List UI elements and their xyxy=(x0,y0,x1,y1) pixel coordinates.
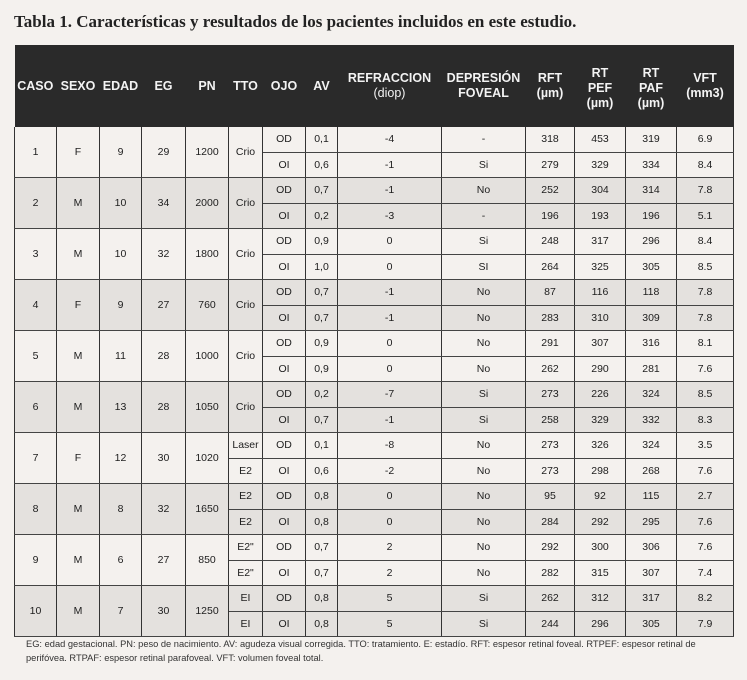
cell-ojo: OI xyxy=(263,305,306,331)
table-row xyxy=(15,484,734,510)
cell-rtpaf: 115 xyxy=(626,484,677,510)
cell-pn: 1200 xyxy=(186,127,229,178)
cell-ojo: OD xyxy=(263,127,306,152)
cell-eg: 27 xyxy=(142,280,186,331)
table-row xyxy=(15,280,734,306)
cell-dep: No xyxy=(442,280,526,306)
cell-ojo: OI xyxy=(263,611,306,637)
patients-table xyxy=(14,45,734,637)
cell-rft: 273 xyxy=(526,382,575,408)
cell-ref: -1 xyxy=(338,178,442,204)
cell-rft: 273 xyxy=(526,433,575,459)
cell-rtpef: 453 xyxy=(575,127,626,152)
cell-rtpef: 296 xyxy=(575,611,626,637)
cell-rtpef: 226 xyxy=(575,382,626,408)
header-tto: TTO xyxy=(229,45,263,127)
cell-av: 0,9 xyxy=(306,331,338,357)
cell-rft: 262 xyxy=(526,356,575,382)
cell-dep: No xyxy=(442,178,526,204)
cell-eg: 32 xyxy=(142,484,186,535)
cell-rtpaf: 324 xyxy=(626,382,677,408)
cell-vft: 5.1 xyxy=(677,203,734,229)
cell-ojo: OD xyxy=(263,331,306,357)
cell-av: 0,9 xyxy=(306,356,338,382)
cell-av: 0,6 xyxy=(306,152,338,178)
cell-rtpaf: 317 xyxy=(626,586,677,612)
cell-ref: 0 xyxy=(338,356,442,382)
header-pn: PN xyxy=(186,45,229,127)
cell-rtpef: 298 xyxy=(575,458,626,484)
header-rft-unit: (µm) xyxy=(536,86,564,100)
header-rtpef-2: PEF xyxy=(587,80,613,95)
header-depresion xyxy=(442,45,526,127)
cell-rft: 273 xyxy=(526,458,575,484)
cell-rtpef: 315 xyxy=(575,560,626,586)
cell-dep: Si xyxy=(442,152,526,178)
cell-rtpef: 116 xyxy=(575,280,626,306)
cell-av: 0,8 xyxy=(306,611,338,637)
cell-ref: -1 xyxy=(338,152,442,178)
cell-rtpaf: 118 xyxy=(626,280,677,306)
cell-rtpef: 329 xyxy=(575,152,626,178)
cell-ojo: OI xyxy=(263,254,306,280)
cell-rft: 291 xyxy=(526,331,575,357)
cell-ojo: OD xyxy=(263,535,306,561)
table-row xyxy=(15,382,734,408)
cell-edad: 9 xyxy=(100,127,142,178)
cell-rft: 292 xyxy=(526,535,575,561)
cell-vft: 8.4 xyxy=(677,152,734,178)
cell-ref: 5 xyxy=(338,586,442,612)
cell-rtpaf: 319 xyxy=(626,127,677,152)
cell-vft: 7.9 xyxy=(677,611,734,637)
cell-dep: No xyxy=(442,535,526,561)
cell-vft: 8.5 xyxy=(677,382,734,408)
cell-eg: 34 xyxy=(142,178,186,229)
cell-rtpaf: 268 xyxy=(626,458,677,484)
cell-edad: 7 xyxy=(100,586,142,637)
cell-rtpef: 329 xyxy=(575,407,626,433)
cell-rtpef: 193 xyxy=(575,203,626,229)
cell-tto: E2 xyxy=(229,458,263,484)
cell-ojo: OD xyxy=(263,229,306,255)
cell-rtpef: 317 xyxy=(575,229,626,255)
cell-caso: 8 xyxy=(15,484,57,535)
cell-dep: No xyxy=(442,331,526,357)
cell-sexo: M xyxy=(57,382,100,433)
header-rtpef-unit: (µm) xyxy=(586,95,614,110)
cell-ref: 0 xyxy=(338,331,442,357)
cell-eg: 32 xyxy=(142,229,186,280)
header-refraccion-unit: (diop) xyxy=(373,86,406,100)
cell-vft: 7.8 xyxy=(677,280,734,306)
cell-caso: 9 xyxy=(15,535,57,586)
cell-vft: 8.5 xyxy=(677,254,734,280)
cell-rtpaf: 332 xyxy=(626,407,677,433)
cell-pn: 1800 xyxy=(186,229,229,280)
cell-ref: -1 xyxy=(338,407,442,433)
cell-caso: 10 xyxy=(15,586,57,637)
cell-av: 0,7 xyxy=(306,305,338,331)
cell-tto: Crio xyxy=(229,331,263,382)
cell-vft: 8.1 xyxy=(677,331,734,357)
cell-rft: 318 xyxy=(526,127,575,152)
cell-ref: -1 xyxy=(338,280,442,306)
cell-pn: 1650 xyxy=(186,484,229,535)
footnote: EG: edad gestacional. PN: peso de nacimiento. AV: agudeza visual corregida. TTO: tratamiento. E: estadío. RFT: espesor retinal foveal. RTPEF: espesor retinal de perifóvea. RTPAF: espesor retinal parafoveal. VFT: volumen foveal total. xyxy=(26,639,696,663)
cell-vft: 8.4 xyxy=(677,229,734,255)
cell-dep: SI xyxy=(442,254,526,280)
cell-av: 0,2 xyxy=(306,382,338,408)
cell-caso: 1 xyxy=(15,127,57,178)
table-row xyxy=(15,127,734,152)
cell-edad: 9 xyxy=(100,280,142,331)
cell-rft: 95 xyxy=(526,484,575,510)
cell-rtpaf: 296 xyxy=(626,229,677,255)
cell-eg: 28 xyxy=(142,331,186,382)
header-rft-label: RFT xyxy=(537,71,563,85)
header-edad: EDAD xyxy=(100,45,142,127)
cell-ojo: OD xyxy=(263,280,306,306)
header-av: AV xyxy=(306,45,338,127)
table-body xyxy=(15,127,734,637)
cell-ref: -1 xyxy=(338,305,442,331)
table-row xyxy=(15,586,734,612)
cell-rtpaf: 309 xyxy=(626,305,677,331)
cell-dep: Si xyxy=(442,229,526,255)
cell-eg: 28 xyxy=(142,382,186,433)
cell-pn: 1050 xyxy=(186,382,229,433)
cell-rft: 279 xyxy=(526,152,575,178)
cell-sexo: M xyxy=(57,331,100,382)
cell-vft: 7.6 xyxy=(677,458,734,484)
header-rtpef xyxy=(575,45,626,127)
cell-rtpaf: 305 xyxy=(626,611,677,637)
cell-caso: 2 xyxy=(15,178,57,229)
header-sexo: SEXO xyxy=(57,45,100,127)
cell-sexo: M xyxy=(57,484,100,535)
cell-ojo: OI xyxy=(263,356,306,382)
header-vft-unit: (mm3) xyxy=(686,86,724,100)
cell-av: 0,1 xyxy=(306,127,338,152)
cell-av: 1,0 xyxy=(306,254,338,280)
cell-eg: 30 xyxy=(142,586,186,637)
header-rft xyxy=(526,45,575,127)
cell-ref: 0 xyxy=(338,484,442,510)
cell-rtpef: 92 xyxy=(575,484,626,510)
cell-av: 0,8 xyxy=(306,484,338,510)
cell-sexo: F xyxy=(57,280,100,331)
cell-dep: Si xyxy=(442,611,526,637)
cell-av: 0,1 xyxy=(306,433,338,459)
cell-av: 0,8 xyxy=(306,509,338,535)
cell-dep: No xyxy=(442,560,526,586)
cell-ref: -7 xyxy=(338,382,442,408)
header-vft xyxy=(677,45,734,127)
cell-tto: EI xyxy=(229,586,263,612)
cell-rtpaf: 306 xyxy=(626,535,677,561)
table-row xyxy=(15,229,734,255)
cell-dep: Si xyxy=(442,586,526,612)
header-depresion-label: DEPRESIÓN xyxy=(446,71,521,85)
cell-ref: -3 xyxy=(338,203,442,229)
cell-ojo: OI xyxy=(263,152,306,178)
cell-ojo: OD xyxy=(263,484,306,510)
cell-caso: 3 xyxy=(15,229,57,280)
cell-dep: No xyxy=(442,433,526,459)
cell-rtpaf: 314 xyxy=(626,178,677,204)
cell-tto: E2 xyxy=(229,484,263,510)
cell-eg: 29 xyxy=(142,127,186,178)
cell-rft: 248 xyxy=(526,229,575,255)
cell-vft: 3.5 xyxy=(677,433,734,459)
cell-sexo: M xyxy=(57,535,100,586)
cell-edad: 13 xyxy=(100,382,142,433)
cell-ojo: OD xyxy=(263,586,306,612)
cell-av: 0,7 xyxy=(306,280,338,306)
header-row xyxy=(15,45,734,127)
cell-rtpaf: 196 xyxy=(626,203,677,229)
cell-av: 0,7 xyxy=(306,178,338,204)
cell-dep: No xyxy=(442,356,526,382)
header-rtpef-1: RT xyxy=(591,65,609,80)
cell-vft: 7.6 xyxy=(677,535,734,561)
cell-ojo: OD xyxy=(263,178,306,204)
cell-tto: EI xyxy=(229,611,263,637)
cell-rft: 244 xyxy=(526,611,575,637)
cell-av: 0,7 xyxy=(306,535,338,561)
cell-ref: 2 xyxy=(338,535,442,561)
cell-caso: 7 xyxy=(15,433,57,484)
cell-eg: 30 xyxy=(142,433,186,484)
cell-av: 0,8 xyxy=(306,586,338,612)
cell-rtpef: 290 xyxy=(575,356,626,382)
cell-edad: 12 xyxy=(100,433,142,484)
cell-pn: 760 xyxy=(186,280,229,331)
table-row xyxy=(15,433,734,459)
cell-eg: 27 xyxy=(142,535,186,586)
cell-sexo: M xyxy=(57,178,100,229)
cell-dep: No xyxy=(442,458,526,484)
cell-av: 0,6 xyxy=(306,458,338,484)
cell-edad: 8 xyxy=(100,484,142,535)
cell-sexo: M xyxy=(57,586,100,637)
header-caso: CASO xyxy=(15,45,57,127)
cell-ref: 5 xyxy=(338,611,442,637)
cell-ref: 0 xyxy=(338,229,442,255)
cell-vft: 7.8 xyxy=(677,305,734,331)
cell-edad: 10 xyxy=(100,229,142,280)
cell-sexo: F xyxy=(57,433,100,484)
cell-tto: E2" xyxy=(229,535,263,561)
header-rtpaf-2: PAF xyxy=(638,80,664,95)
cell-rft: 262 xyxy=(526,586,575,612)
header-rtpaf xyxy=(626,45,677,127)
cell-ojo: OI xyxy=(263,458,306,484)
cell-ojo: OI xyxy=(263,203,306,229)
header-refraccion xyxy=(338,45,442,127)
cell-vft: 7.6 xyxy=(677,509,734,535)
cell-rtpaf: 295 xyxy=(626,509,677,535)
header-depresion-sub: FOVEAL xyxy=(458,86,509,100)
header-eg: EG xyxy=(142,45,186,127)
cell-rtpef: 325 xyxy=(575,254,626,280)
cell-vft: 8.3 xyxy=(677,407,734,433)
cell-rft: 258 xyxy=(526,407,575,433)
cell-av: 0,7 xyxy=(306,407,338,433)
header-rtpaf-unit: (µm) xyxy=(637,95,665,110)
cell-rtpef: 310 xyxy=(575,305,626,331)
cell-dep: - xyxy=(442,127,526,152)
cell-rtpaf: 324 xyxy=(626,433,677,459)
cell-ref: -4 xyxy=(338,127,442,152)
cell-pn: 1000 xyxy=(186,331,229,382)
cell-sexo: F xyxy=(57,127,100,178)
cell-caso: 4 xyxy=(15,280,57,331)
cell-rft: 87 xyxy=(526,280,575,306)
cell-vft: 7.8 xyxy=(677,178,734,204)
cell-pn: 1250 xyxy=(186,586,229,637)
cell-tto: Crio xyxy=(229,382,263,433)
cell-rtpaf: 316 xyxy=(626,331,677,357)
cell-rft: 196 xyxy=(526,203,575,229)
cell-rtpef: 326 xyxy=(575,433,626,459)
cell-rft: 282 xyxy=(526,560,575,586)
cell-dep: No xyxy=(442,305,526,331)
cell-rtpaf: 334 xyxy=(626,152,677,178)
cell-dep: No xyxy=(442,484,526,510)
cell-ref: -8 xyxy=(338,433,442,459)
cell-rft: 252 xyxy=(526,178,575,204)
cell-rtpef: 307 xyxy=(575,331,626,357)
header-rtpaf-1: RT xyxy=(642,65,660,80)
cell-tto: E2" xyxy=(229,560,263,586)
cell-sexo: M xyxy=(57,229,100,280)
table-row xyxy=(15,178,734,204)
cell-ojo: OD xyxy=(263,382,306,408)
cell-dep: Si xyxy=(442,407,526,433)
cell-dep: No xyxy=(442,509,526,535)
cell-rtpef: 292 xyxy=(575,509,626,535)
cell-edad: 10 xyxy=(100,178,142,229)
cell-rtpef: 304 xyxy=(575,178,626,204)
cell-tto: Crio xyxy=(229,280,263,331)
cell-tto: E2 xyxy=(229,509,263,535)
cell-rft: 284 xyxy=(526,509,575,535)
cell-vft: 7.6 xyxy=(677,356,734,382)
cell-vft: 8.2 xyxy=(677,586,734,612)
cell-rtpef: 300 xyxy=(575,535,626,561)
cell-rtpaf: 305 xyxy=(626,254,677,280)
cell-pn: 2000 xyxy=(186,178,229,229)
cell-pn: 1020 xyxy=(186,433,229,484)
cell-rtpaf: 307 xyxy=(626,560,677,586)
cell-caso: 5 xyxy=(15,331,57,382)
table-row xyxy=(15,331,734,357)
cell-rtpef: 312 xyxy=(575,586,626,612)
cell-av: 0,7 xyxy=(306,560,338,586)
cell-vft: 2.7 xyxy=(677,484,734,510)
table-title: Tabla 1. Características y resultados de los pacientes incluidos en este estudio. xyxy=(14,12,577,31)
cell-ojo: OI xyxy=(263,560,306,586)
cell-edad: 6 xyxy=(100,535,142,586)
cell-vft: 7.4 xyxy=(677,560,734,586)
cell-tto: Crio xyxy=(229,229,263,280)
cell-ref: -2 xyxy=(338,458,442,484)
table-row xyxy=(15,535,734,561)
cell-av: 0,2 xyxy=(306,203,338,229)
cell-dep: Si xyxy=(442,382,526,408)
cell-rft: 283 xyxy=(526,305,575,331)
cell-tto: Crio xyxy=(229,178,263,229)
cell-ref: 0 xyxy=(338,509,442,535)
cell-rft: 264 xyxy=(526,254,575,280)
cell-vft: 6.9 xyxy=(677,127,734,152)
cell-caso: 6 xyxy=(15,382,57,433)
cell-edad: 11 xyxy=(100,331,142,382)
header-refraccion-label: REFRACCION xyxy=(347,71,432,85)
header-vft-label: VFT xyxy=(693,71,717,85)
cell-dep: - xyxy=(442,203,526,229)
cell-ojo: OI xyxy=(263,407,306,433)
cell-ojo: OI xyxy=(263,509,306,535)
cell-ojo: OD xyxy=(263,433,306,459)
cell-tto: Crio xyxy=(229,127,263,178)
header-ojo: OJO xyxy=(263,45,306,127)
cell-ref: 2 xyxy=(338,560,442,586)
cell-av: 0,9 xyxy=(306,229,338,255)
cell-pn: 850 xyxy=(186,535,229,586)
cell-ref: 0 xyxy=(338,254,442,280)
cell-tto: Laser xyxy=(229,433,263,459)
cell-rtpaf: 281 xyxy=(626,356,677,382)
